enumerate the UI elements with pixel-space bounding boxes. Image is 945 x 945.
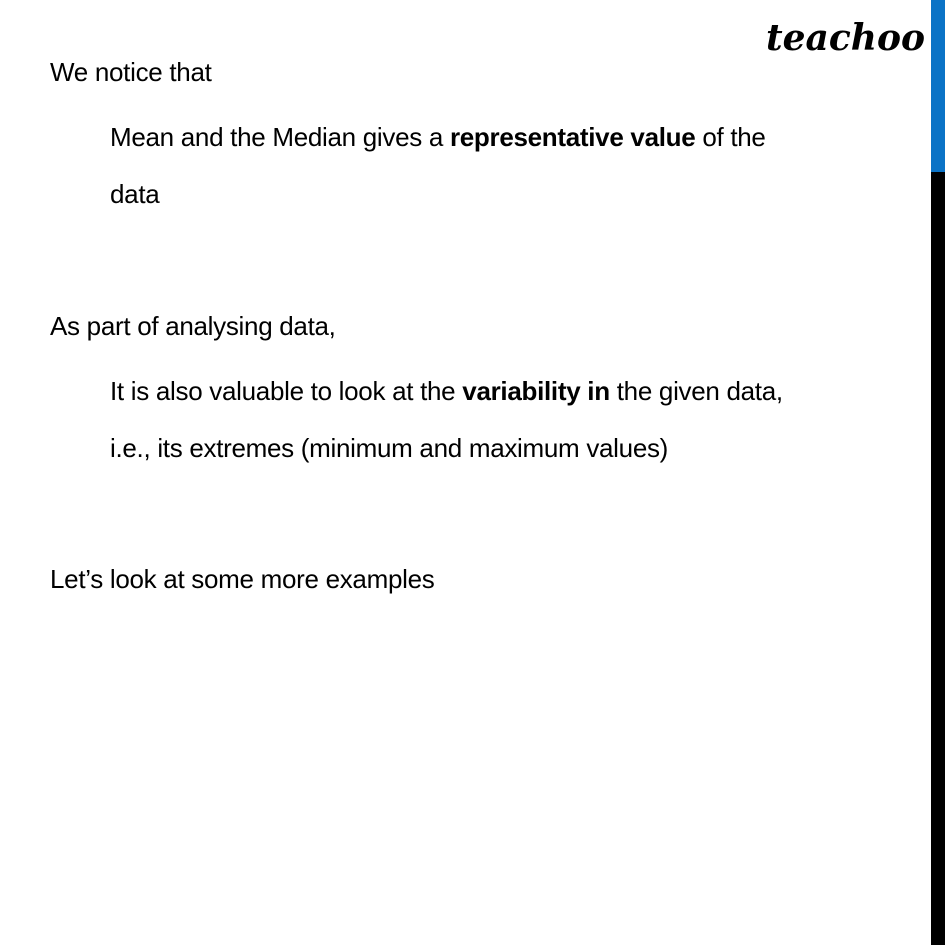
paragraph-variability-line2: i.e., its extremes (minimum and maximum values) [110, 433, 669, 463]
paragraph-mean-median-line1 [110, 121, 766, 153]
bold-term-representative-value: representative value [449, 122, 696, 152]
heading-we-notice: We notice that [50, 57, 212, 87]
closing-line: Let’s look at some more examples [50, 564, 435, 594]
heading-analysing-data: As part of analysing data, [50, 311, 336, 341]
teachoo-logo: teachoo [766, 17, 925, 59]
paragraph-mean-median-line2: data [110, 179, 160, 209]
paragraph-variability-line1 [110, 375, 783, 407]
scrollbar-thumb[interactable] [931, 0, 945, 172]
text-segment: of the [695, 122, 766, 152]
text-segment: the given data, [609, 376, 783, 406]
text-segment: It is also valuable to look at the [110, 376, 463, 406]
bold-term-variability: variability in [462, 376, 610, 406]
text-segment: Mean and the Median gives a [110, 122, 450, 152]
vertical-scrollbar[interactable] [931, 0, 945, 945]
